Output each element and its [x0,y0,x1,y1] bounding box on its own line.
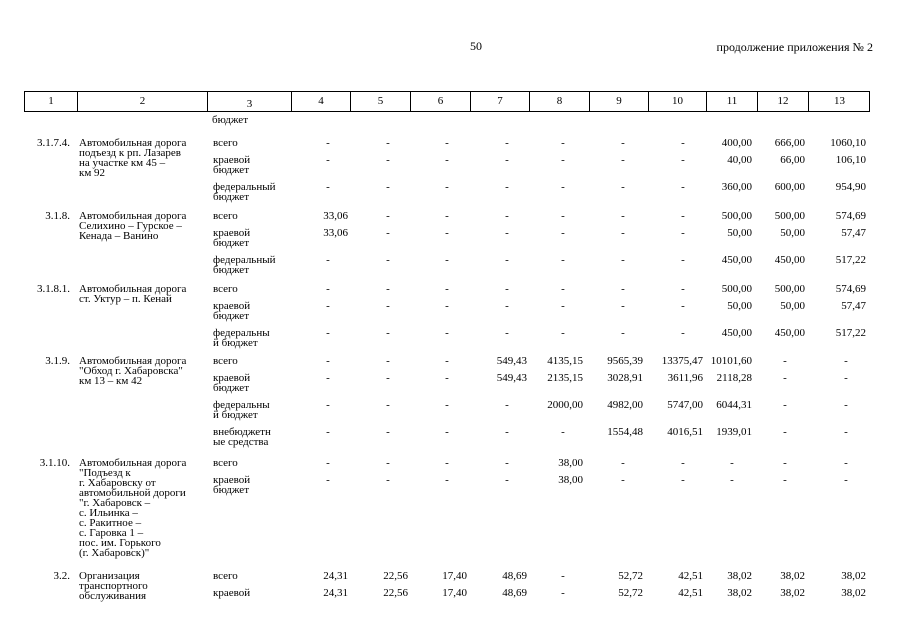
value-cell: 50,00 [780,300,805,312]
value-cell: - [783,457,787,469]
source-label: федеральны [213,399,270,411]
value-cell: 1554,48 [607,426,643,438]
source-label: федеральный [213,181,276,193]
row-name-line: Автомобильная дорога [79,137,187,149]
value-cell: - [326,181,330,193]
value-cell: - [326,399,330,411]
value-cell: 17,40 [442,587,467,599]
value-cell: - [561,210,565,222]
source-label: федеральный [213,254,276,266]
value-cell: - [386,474,390,486]
source-label: всего [213,457,238,469]
source-label: краевой [213,154,251,166]
source-label: краевой [213,474,251,486]
value-cell: 549,43 [496,355,527,367]
value-cell: - [681,457,685,469]
value-cell: 13375,47 [661,355,703,367]
value-cell: 38,02 [841,587,866,599]
value-cell: 4982,00 [607,399,643,411]
header-cell-7: 7 [471,92,530,111]
row-name-line: ст. Уктур – п. Кенай [79,293,172,305]
value-cell: 517,22 [835,254,866,266]
source-label: федеральны [213,327,270,339]
value-cell: - [844,399,848,411]
value-cell: - [505,254,509,266]
row-code: 3.1.8.1. [37,283,70,295]
value-cell: 500,00 [774,210,805,222]
value-cell: - [561,327,565,339]
value-cell: - [844,457,848,469]
value-cell: 66,00 [780,154,805,166]
value-cell: 4135,15 [547,355,583,367]
source-label: бюджет [213,237,249,249]
value-cell: 2118,28 [716,372,752,384]
row-name-line: "г. Хабаровск – [79,497,151,509]
value-cell: - [681,210,685,222]
value-cell: - [681,181,685,193]
value-cell: - [621,300,625,312]
header-cell-3: 3 [208,92,292,111]
value-cell: - [681,300,685,312]
value-cell: - [621,154,625,166]
row-name-line: Селихино – Гурское – [79,220,182,232]
value-cell: - [386,181,390,193]
value-cell: - [445,355,449,367]
value-cell: - [326,457,330,469]
header-cell-4: 4 [292,92,351,111]
value-cell: 24,31 [323,570,348,582]
value-cell: - [505,227,509,239]
source-label: бюджет [213,382,249,394]
row-code: 3.2. [53,570,70,582]
value-cell: - [326,372,330,384]
source-label: бюджет [213,310,249,322]
value-cell: 2000,00 [547,399,583,411]
value-cell: - [505,154,509,166]
value-cell: - [445,210,449,222]
value-cell: 500,00 [721,210,752,222]
header-cell-10: 10 [649,92,707,111]
value-cell: 666,00 [774,137,805,149]
value-cell: - [783,399,787,411]
carry-over-text: бюджет [212,114,248,126]
value-cell: - [326,355,330,367]
value-cell: - [561,426,565,438]
continuation-note: продолжение приложения № 2 [716,40,873,54]
value-cell: 38,02 [780,587,805,599]
row-name-line: Автомобильная дорога [79,283,187,295]
value-cell: 42,51 [678,587,703,599]
value-cell: 3611,96 [667,372,703,384]
value-cell: - [445,426,449,438]
row-name-line: автомобильной дороги [79,487,186,499]
row-name-line: подъезд к рп. Лазарев [79,147,181,159]
value-cell: - [561,570,565,582]
value-cell: 6044,31 [716,399,752,411]
header-cell-11: 11 [707,92,758,111]
value-cell: - [445,181,449,193]
row-name-line: "Обход г. Хабаровска" [79,365,183,377]
value-cell: - [445,227,449,239]
value-cell: 574,69 [835,210,866,222]
value-cell: 10101,60 [710,355,752,367]
value-cell: - [386,283,390,295]
value-cell: - [386,355,390,367]
header-cell-13: 13 [834,95,845,107]
row-name-line: г. Хабаровску от [79,477,156,489]
value-cell: 38,00 [558,457,583,469]
row-name-line: Кенада – Ванино [79,230,159,242]
value-cell: 5747,00 [667,399,703,411]
value-cell: - [445,283,449,295]
source-label: краевой [213,372,251,384]
value-cell: - [386,210,390,222]
row-name-line: Автомобильная дорога [79,355,187,367]
page-number: 50 [470,39,482,53]
value-cell: - [681,283,685,295]
header-cell-5: 5 [351,92,411,111]
source-label: й бюджет [213,337,258,349]
value-cell: 52,72 [618,570,643,582]
value-cell: 38,00 [558,474,583,486]
header-cell-12: 12 [758,92,809,111]
value-cell: - [561,181,565,193]
value-cell: 549,43 [496,372,527,384]
row-name-line: Автомобильная дорога [79,457,187,469]
value-cell: - [386,457,390,469]
value-cell: - [326,300,330,312]
value-cell: 50,00 [780,227,805,239]
row-name-line: Организация [79,570,140,582]
row-name-line: с. Ракитное – [79,517,142,529]
value-cell: 22,56 [383,587,408,599]
value-cell: - [386,372,390,384]
value-cell: 517,22 [835,327,866,339]
value-cell: 57,47 [841,300,866,312]
row-name-line: с. Гаровка 1 – [79,527,144,539]
source-label: внебюджетн [213,426,271,438]
value-cell: - [386,227,390,239]
value-cell: - [561,137,565,149]
source-label: всего [213,210,238,222]
value-cell: 450,00 [721,327,752,339]
value-cell: - [445,254,449,266]
value-cell: - [505,283,509,295]
value-cell: 48,69 [502,587,527,599]
value-cell: - [505,181,509,193]
value-cell: 600,00 [774,181,805,193]
source-label: бюджет [213,191,249,203]
value-cell: - [326,154,330,166]
value-cell: - [621,474,625,486]
row-name-line: транспортного [79,580,148,592]
value-cell: - [561,154,565,166]
row-name-line: на участке км 45 – [79,157,166,169]
value-cell: 50,00 [727,227,752,239]
value-cell: - [326,327,330,339]
value-cell: 106,10 [835,154,866,166]
source-label: краевой [213,300,251,312]
value-cell: - [505,457,509,469]
source-label: й бюджет [213,409,258,421]
row-code: 3.1.7.4. [37,137,70,149]
value-cell: - [681,154,685,166]
value-cell: 3028,91 [607,372,643,384]
value-cell: - [445,300,449,312]
value-cell: 38,02 [780,570,805,582]
value-cell: 500,00 [774,283,805,295]
value-cell: - [386,254,390,266]
value-cell: - [621,254,625,266]
value-cell: 17,40 [442,570,467,582]
value-cell: - [561,254,565,266]
value-cell: - [844,355,848,367]
source-label: ые средства [213,436,269,448]
value-cell: - [386,327,390,339]
value-cell: - [681,327,685,339]
value-cell: 38,02 [727,570,752,582]
row-code: 3.1.9. [45,355,70,367]
value-cell: - [730,474,734,486]
header-cell-1: 1 [25,92,78,111]
value-cell: - [505,474,509,486]
value-cell: - [326,283,330,295]
row-name-line: с. Ильинка – [79,507,138,519]
value-cell: - [783,372,787,384]
value-cell: - [561,227,565,239]
table-header [24,91,870,112]
value-cell: - [505,426,509,438]
value-cell: - [621,227,625,239]
header-cell-6: 6 [411,92,471,111]
value-cell: - [505,210,509,222]
value-cell: - [681,137,685,149]
value-cell: - [445,474,449,486]
value-cell: 50,00 [727,300,752,312]
value-cell: - [505,137,509,149]
header-cell-2: 2 [78,92,208,111]
value-cell: - [445,372,449,384]
value-cell: - [621,327,625,339]
value-cell: - [445,399,449,411]
value-cell: 360,00 [721,181,752,193]
value-cell: - [445,154,449,166]
value-cell: 400,00 [721,137,752,149]
value-cell: - [844,372,848,384]
header-cell-9: 9 [590,92,649,111]
value-cell: - [621,210,625,222]
row-name-line: км 13 – км 42 [79,375,143,387]
value-cell: - [621,283,625,295]
value-cell: 40,00 [727,154,752,166]
value-cell: 450,00 [721,254,752,266]
row-name-line: км 92 [79,167,106,179]
value-cell: - [681,254,685,266]
value-cell: - [561,300,565,312]
source-label: бюджет [213,164,249,176]
value-cell: - [445,457,449,469]
value-cell: - [844,426,848,438]
row-name-line: обслуживания [79,590,147,602]
value-cell: 1939,01 [716,426,752,438]
value-cell: 1060,10 [830,137,866,149]
source-label: бюджет [213,484,249,496]
value-cell: - [561,283,565,295]
value-cell: - [386,300,390,312]
value-cell: 57,47 [841,227,866,239]
value-cell: - [386,137,390,149]
value-cell: - [445,137,449,149]
value-cell: - [621,137,625,149]
value-cell: - [386,426,390,438]
value-cell: - [326,254,330,266]
value-cell: 42,51 [678,570,703,582]
value-cell: - [681,474,685,486]
value-cell: 52,72 [618,587,643,599]
value-cell: 450,00 [774,254,805,266]
value-cell: - [844,474,848,486]
value-cell: - [783,355,787,367]
row-code: 3.1.10. [39,457,70,469]
value-cell: 33,06 [323,227,348,239]
value-cell: 574,69 [835,283,866,295]
source-label: всего [213,283,238,295]
value-cell: - [783,474,787,486]
value-cell: 4016,51 [667,426,703,438]
value-cell: - [445,327,449,339]
source-label: всего [213,137,238,149]
value-cell: - [561,587,565,599]
value-cell: 33,06 [323,210,348,222]
value-cell: - [326,474,330,486]
value-cell: 2135,15 [547,372,583,384]
value-cell: - [386,399,390,411]
value-cell: 48,69 [502,570,527,582]
row-name-line: "Подъезд к [79,467,131,479]
value-cell: - [783,426,787,438]
value-cell: - [326,426,330,438]
value-cell: - [730,457,734,469]
value-cell: 22,56 [383,570,408,582]
value-cell: 500,00 [721,283,752,295]
source-label: краевой [213,227,251,239]
value-cell: - [621,181,625,193]
value-cell: - [326,137,330,149]
row-name-line: (г. Хабаровск)" [79,547,150,559]
value-cell: 38,02 [727,587,752,599]
value-cell: - [505,399,509,411]
value-cell: - [386,154,390,166]
source-label: всего [213,355,238,367]
row-name-line: пос. им. Горького [79,537,161,549]
value-cell: 450,00 [774,327,805,339]
value-cell: 954,90 [835,181,866,193]
source-label: бюджет [213,264,249,276]
value-cell: - [681,227,685,239]
source-label: краевой [213,587,251,599]
value-cell: 38,02 [841,570,866,582]
value-cell: 9565,39 [607,355,643,367]
source-label: всего [213,570,238,582]
row-name-line: Автомобильная дорога [79,210,187,222]
row-code: 3.1.8. [45,210,70,222]
header-cell-8: 8 [530,92,590,111]
value-cell: - [505,327,509,339]
value-cell: 24,31 [323,587,348,599]
value-cell: - [621,457,625,469]
value-cell: - [505,300,509,312]
